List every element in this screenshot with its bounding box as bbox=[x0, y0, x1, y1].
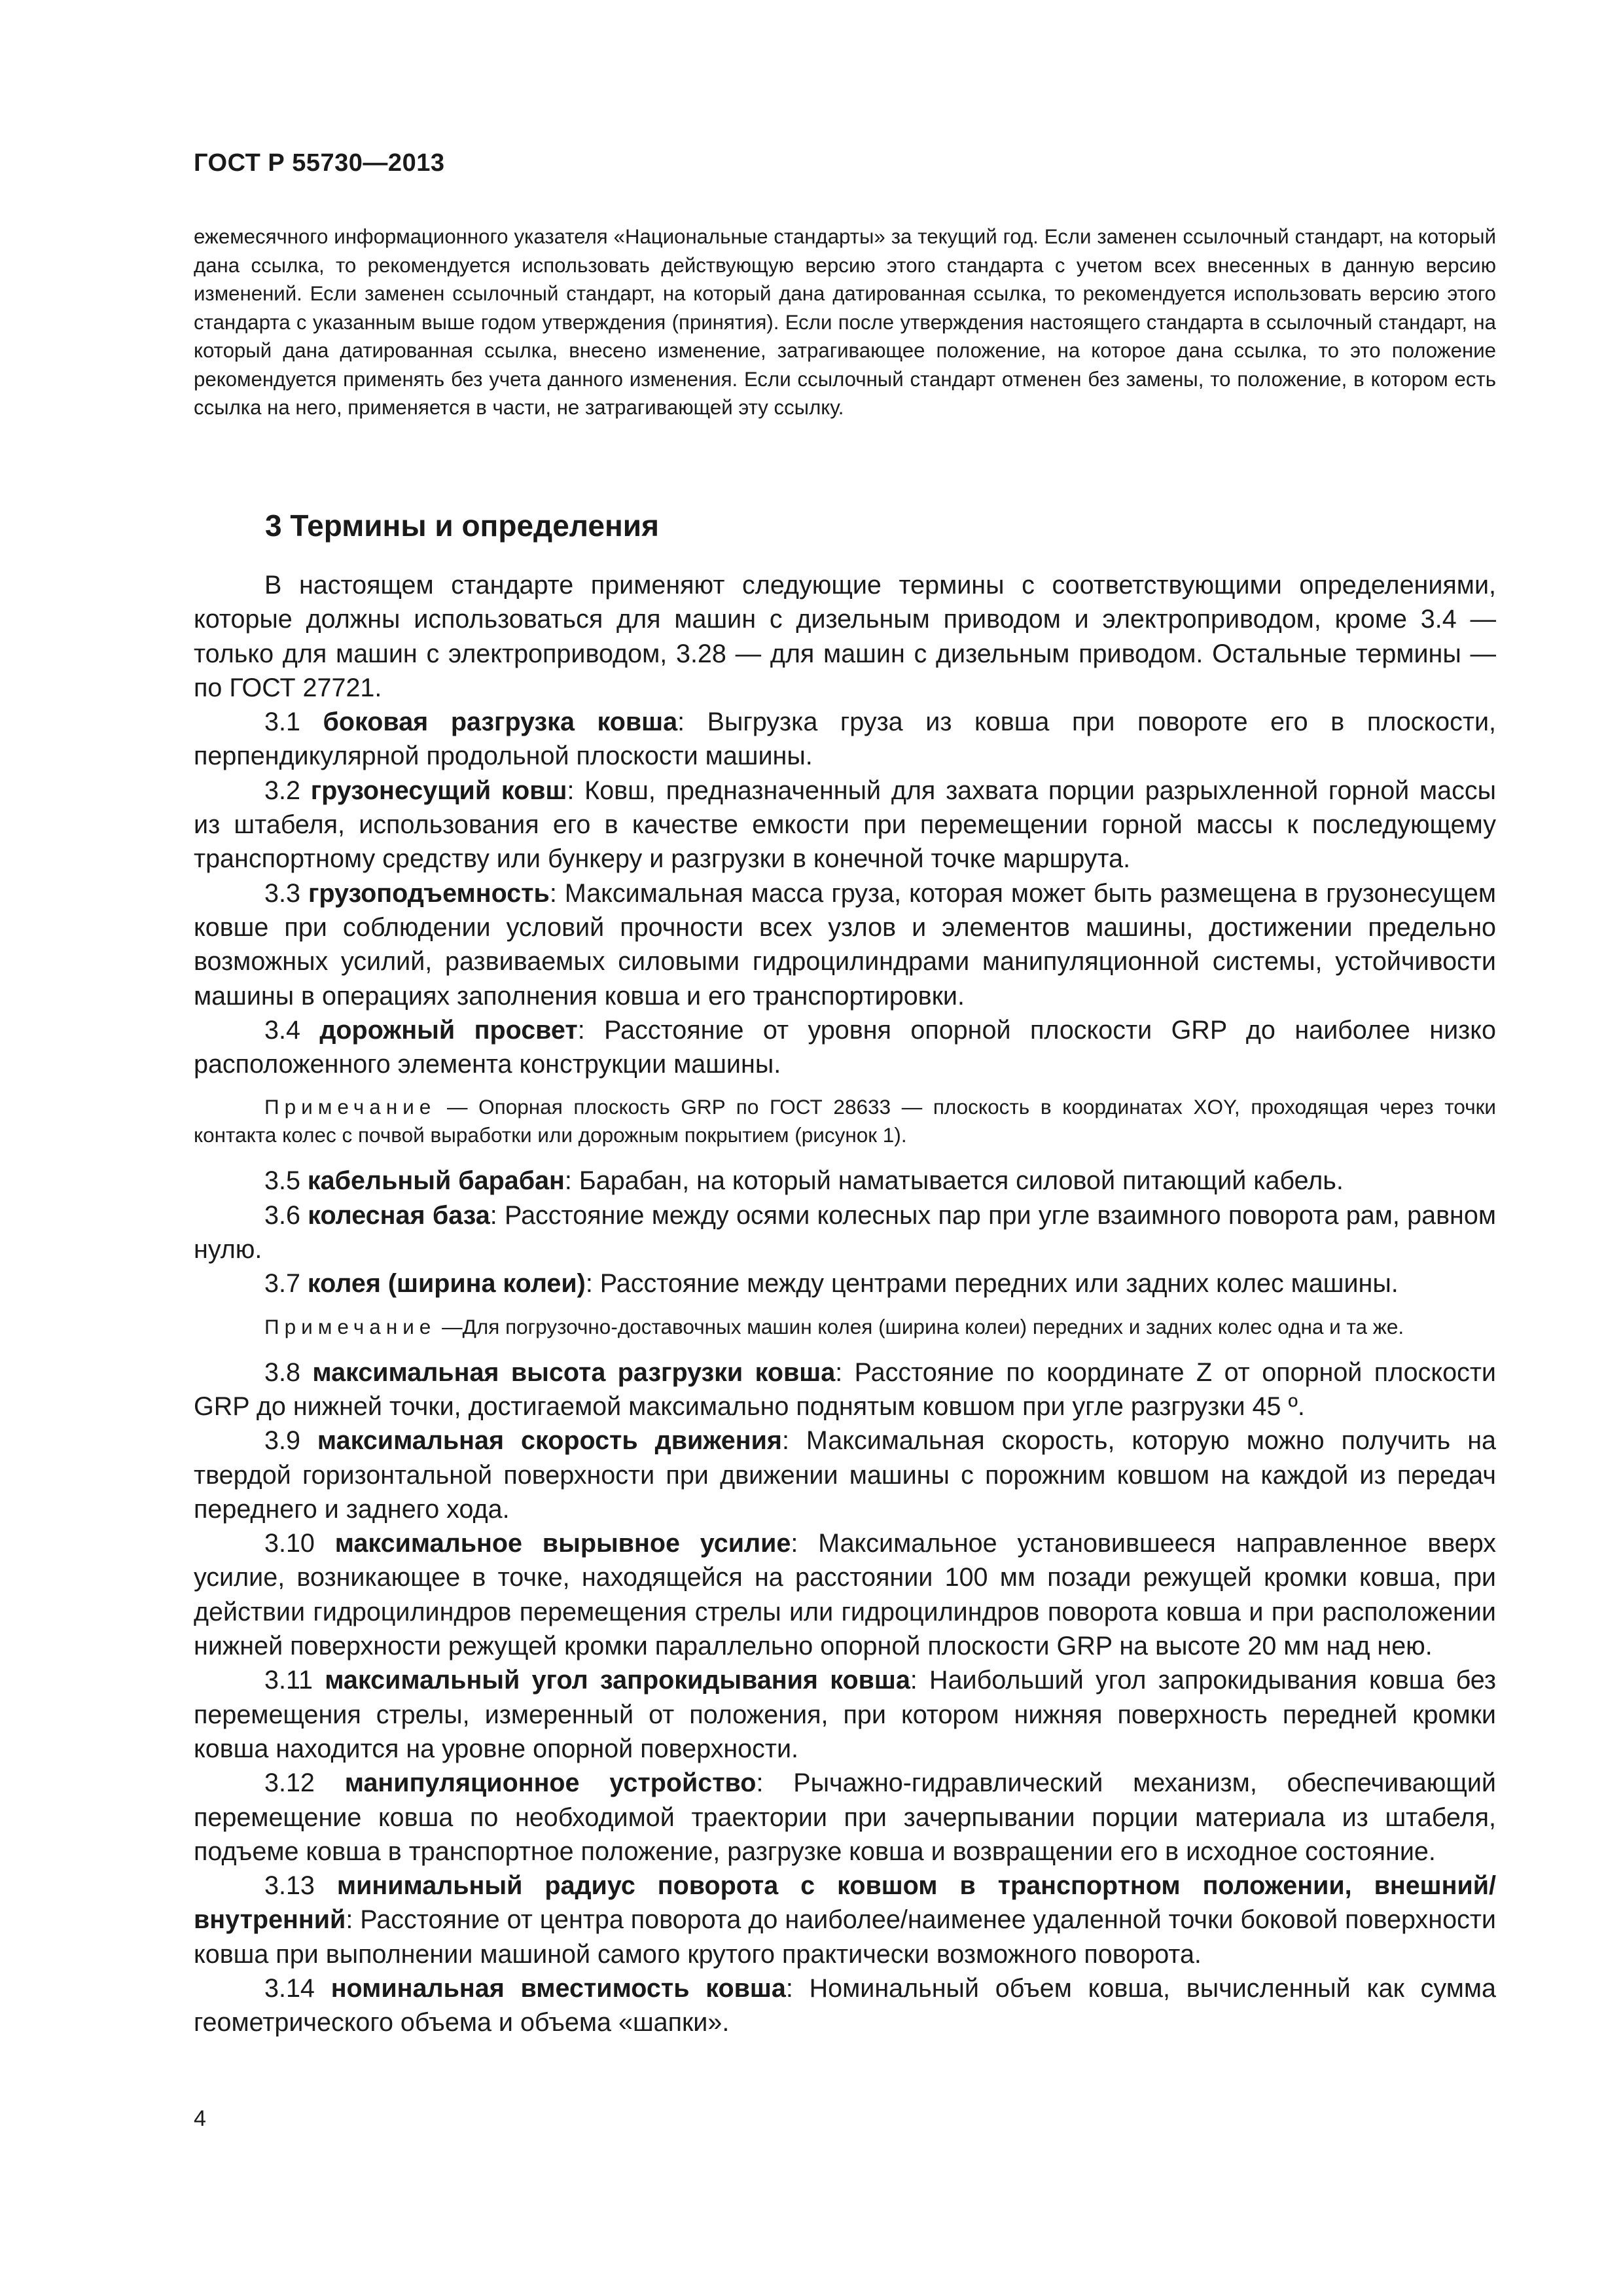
term-title: максимальная скорость движения bbox=[317, 1426, 782, 1456]
term-3-1: 3.1 боковая разгрузка ковша: Выгрузка груза из ковша при повороте его в плоскости, перпендикулярной продольной плоскости машины. bbox=[194, 708, 1496, 771]
term-title: колесная база bbox=[308, 1200, 490, 1230]
page-number: 4 bbox=[194, 2106, 206, 2131]
term-3-2: 3.2 грузонесущий ковш: Ковш, предназначенный для захвата порции разрыхленной горной массы из штабеля, использования его в качестве емкости при перемещении горной массы к последующему транспортному средству или бункеру и разгрузки в конечной точке маршрута. bbox=[194, 776, 1496, 874]
term-3-14: 3.14 номинальная вместимость ковша: Номинальный объем ковша, вычисленный как сумма геометрического объема и объема «шапки». bbox=[194, 1973, 1496, 2037]
term-3-5: 3.5 кабельный барабан: Барабан, на который наматывается силовой питающий кабель. bbox=[264, 1166, 1344, 1196]
term-title: грузонесущий ковш bbox=[310, 776, 567, 805]
term-3-6: 3.6 колесная база: Расстояние между осями колесных пар при угле взаимного поворота рам, равном нулю. bbox=[194, 1200, 1496, 1265]
term-title: максимальная высота разгрузки ковша bbox=[312, 1357, 836, 1387]
term-3-9: 3.9 максимальная скорость движения: Максимальная скорость, которую можно получить на твердой горизонтальной поверхности при движении машины с порожним ковшом на каждой из передач переднего и заднего хода. bbox=[194, 1426, 1496, 1524]
term-title: колея (ширина колеи) bbox=[307, 1269, 586, 1299]
term-title: максимальный угол запрокидывания ковша bbox=[325, 1666, 910, 1695]
section-lead: В настоящем стандарте применяют следующие термины с соответствующими определениями, которые должны использоваться для машин с дизельным приводом и электроприводом, кроме 3.4 — только для машин с электроприводом, 3.28 — для машин с дизельным приводом. Остальные термины — по ГОСТ 27721. bbox=[194, 571, 1496, 702]
terms-body bbox=[194, 568, 1496, 2040]
term-3-13: 3.13 минимальный радиус поворота с ковшом в транспортном положении, внешний/внутренний: Расстояние от центра поворота до наиболее/наименее удаленной точки боковой поверхности ковша при выполнении машиной самого крутого практически возможного поворота. bbox=[194, 1871, 1496, 1969]
note-after-3-4: Примечание — Опорная плоскость GRP по ГОСТ 28633 — плоскость в координатах XOY, проходящая через точки контакта колес с почвой выработки или дорожным покрытием (рисунок 1). bbox=[194, 1095, 1496, 1147]
term-title: боковая разгрузка ковша bbox=[323, 708, 678, 737]
term-title: дорожный просвет bbox=[319, 1015, 578, 1045]
term-title: манипуляционное устройство bbox=[344, 1768, 757, 1798]
standard-code-header: ГОСТ Р 55730—2013 bbox=[194, 149, 445, 177]
term-title: номинальная вместимость ковша bbox=[330, 1973, 786, 2003]
intro-paragraph bbox=[194, 223, 1496, 422]
term-3-3: 3.3 грузоподъемность: Максимальная масса груза, которая может быть размещена в грузонесущем ковше при соблюдении условий прочности всех узлов и элементов машины, достижении предельно возможных усилий, развиваемых силовыми гидроцилиндрами манипуляционной системы, устойчивости машины в операциях заполнения ковша и его транспортировки. bbox=[194, 878, 1496, 1011]
note-label: Примечание bbox=[264, 1095, 437, 1119]
note-after-3-7: Примечание —Для погрузочно-доставочных машин колея (ширина колеи) передних и задних колес одна и та же. bbox=[264, 1314, 1404, 1338]
term-title: грузоподъемность bbox=[308, 878, 550, 908]
note-label: Примечание bbox=[264, 1314, 437, 1338]
intro-text: ежемесячного информационного указателя «Национальные стандарты» за текущий год. Если заменен ссылочный стандарт, на который дана ссылка, то рекомендуется использовать действующую версию этого стандарта с учетом всех внесенных в данную версию изменений. Если заменен ссылочный стандарт, на который дана датированная ссылка, то рекомендуется использовать версию этого стандарта с указанным выше годом утверждения (принятия). Если после утверждения настоящего стандарта в ссылочный стандарт, на который дана датированная ссылка, внесено изменение, затрагивающее положение, на которое дана ссылка, то это положение рекомендуется применять без учета данного изменения. Если ссылочный стандарт отменен без замены, то положение, в котором есть ссылка на него, применяется в части, не затрагивающей эту ссылку. bbox=[194, 225, 1496, 419]
term-3-12: 3.12 манипуляционное устройство: Рычажно-гидравлический механизм, обеспечивающий перемещение ковша по необходимой траектории при зачерпывании порции материала из штабеля, подъеме ковша в транспортное положение, разгрузке ковша и возвращении его в исходное состояние. bbox=[194, 1768, 1496, 1866]
term-title: кабельный барабан bbox=[307, 1166, 565, 1196]
term-3-8: 3.8 максимальная высота разгрузки ковша: Расстояние по координате Z от опорной плоскости GRP до нижней точки, достигаемой максимально поднятым ковшом при угле разгрузки 45 º. bbox=[194, 1357, 1496, 1421]
term-3-10: 3.10 максимальное вырывное усилие: Максимальное установившееся направленное вверх усилие, возникающее в точке, находящейся на расстоянии 100 мм позади режущей кромки ковша, при действии гидроцилиндров перемещения стрелы или гидроцилиндров поворота ковша и при расположении нижней поверхности режущей кромки параллельно опорной плоскости GRP на высоте 20 мм над нею. bbox=[194, 1529, 1496, 1661]
term-3-4: 3.4 дорожный просвет: Расстояние от уровня опорной плоскости GRP до наиболее низко расположенного элемента конструкции машины. bbox=[194, 1015, 1496, 1079]
term-title: минимальный радиус поворота с ковшом в транспортном положении, внешний/внутренний bbox=[194, 1871, 1496, 1935]
term-3-11: 3.11 максимальный угол запрокидывания ковша: Наибольший угол запрокидывания ковша без перемещения стрелы, измеренный от положения, при котором нижняя поверхность передней кромки ковша находится на уровне опорной поверхности. bbox=[194, 1666, 1496, 1763]
term-title: максимальное вырывное усилие bbox=[334, 1529, 791, 1558]
section-title: 3 Термины и определения bbox=[265, 509, 659, 543]
term-3-7: 3.7 колея (ширина колеи): Расстояние между центрами передних или задних колес машины. bbox=[264, 1269, 1399, 1299]
